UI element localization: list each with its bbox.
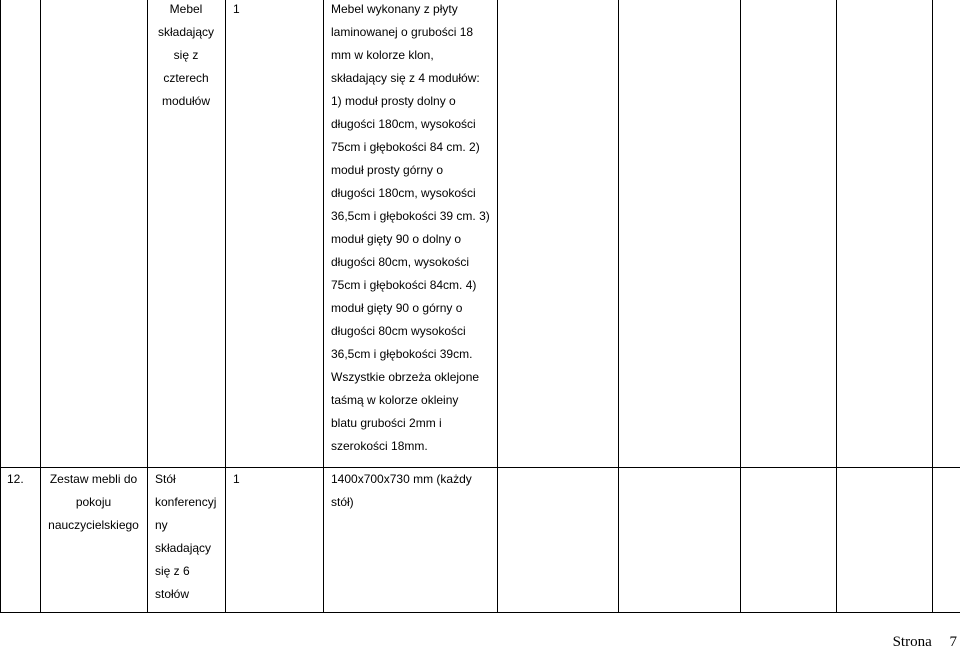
page-footer <box>893 633 957 651</box>
page-number: 7 <box>949 634 957 650</box>
row-1-description: Mebel wykonany z płyty laminowanej o grubości 18 mm w kolorze klon, składający się z 4 modułów: 1) moduł prosty dolny o długości 180cm, wysokości 75cm i głębokości 84 cm. 2) moduł prosty górny o długości 180cm, wysokości 36,5cm i głębokości 39 cm. 3) moduł gięty 90 o dolny o długości 80cm, wysokości 75cm i głębokości 84cm. 4) moduł gięty 90 o górny o długości 80cm wysokości 36,5cm i głębokości 39cm. Wszystkie obrzeża oklejone taśmą w kolorze okleiny blatu grubości 2mm i szerokości 18mm. <box>331 2 490 453</box>
row-border <box>0 612 960 613</box>
row-2-quantity: 1 <box>233 472 240 486</box>
column-border <box>0 0 1 613</box>
column-border <box>225 0 226 613</box>
column-border <box>497 0 498 613</box>
column-border <box>740 0 741 613</box>
page-label: Strona <box>892 634 932 650</box>
row-2-name: Zestaw mebli do pokoju nauczycielskiego <box>48 472 139 532</box>
column-border <box>932 0 933 613</box>
row-1-item: Mebel składający się z czterech modułów <box>157 2 215 108</box>
row-2-number: 12. <box>7 472 24 486</box>
row-2-description: 1400x700x730 mm (każdy stół) <box>331 472 472 509</box>
row-1-quantity: 1 <box>233 2 240 16</box>
column-border <box>618 0 619 613</box>
column-border <box>323 0 324 613</box>
column-border <box>836 0 837 613</box>
row-2-item: Stół konferencyj ny składający się z 6 stołów <box>155 472 217 601</box>
